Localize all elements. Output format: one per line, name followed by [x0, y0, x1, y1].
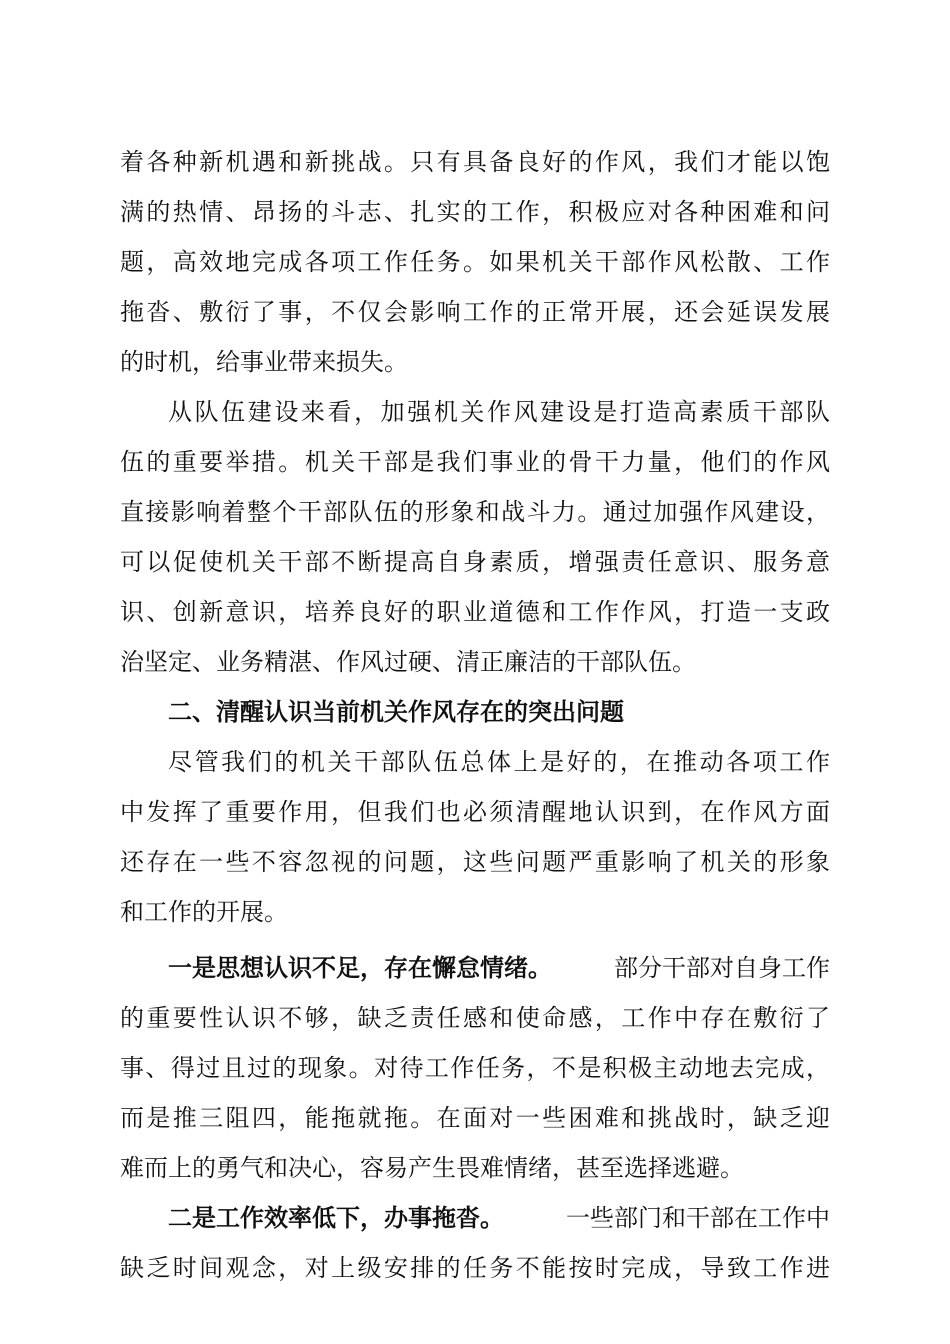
body-line: 还存在一些不容忽视的问题，这些问题严重影响了机关的形象: [120, 848, 830, 876]
body-line: 直接影响着整个干部队伍的形象和战斗力。通过加强作风建设，: [120, 498, 830, 526]
body-line: 尽管我们的机关干部队伍总体上是好的，在推动各项工作: [168, 748, 830, 776]
body-line: 缺乏时间观念，对上级安排的任务不能按时完成，导致工作进: [120, 1254, 830, 1282]
body-line: 难而上的勇气和决心，容易产生畏难情绪，甚至选择逃避。: [120, 1154, 744, 1182]
body-line: 可以促使机关干部不断提高自身素质，增强责任意识、服务意: [120, 548, 830, 576]
body-line: 治坚定、业务精湛、作风过硬、清正廉洁的干部队伍。: [120, 648, 696, 676]
body-line: 伍的重要举措。机关干部是我们事业的骨干力量，他们的作风: [120, 448, 830, 476]
point-1-text: 部分干部对自身工作: [614, 954, 830, 982]
point-1-lead: 一是思想认识不足，存在懈怠情绪。: [168, 953, 552, 982]
body-line: 拖沓、敷衍了事，不仅会影响工作的正常开展，还会延误发展: [120, 298, 830, 326]
point-2-lead: 二是工作效率低下，办事拖沓。: [168, 1203, 504, 1232]
point-1-first-line: [168, 948, 830, 988]
body-line: 满的热情、昂扬的斗志、扎实的工作，积极应对各种困难和问: [120, 198, 830, 226]
body-line: 着各种新机遇和新挑战。只有具备良好的作风，我们才能以饱: [120, 148, 830, 176]
body-line: 而是推三阻四，能拖就拖。在面对一些困难和挑战时，缺乏迎: [120, 1104, 830, 1132]
point-2-first-line: [168, 1198, 830, 1238]
body-line: 事、得过且过的现象。对待工作任务，不是积极主动地去完成，: [120, 1054, 830, 1082]
body-line: 题，高效地完成各项工作任务。如果机关干部作风松散、工作: [120, 248, 830, 276]
body-line: 中发挥了重要作用，但我们也必须清醒地认识到，在作风方面: [120, 798, 830, 826]
body-line: 的重要性认识不够，缺乏责任感和使命感，工作中存在敷衍了: [120, 1004, 830, 1032]
body-line: 从队伍建设来看，加强机关作风建设是打造高素质干部队: [168, 398, 830, 426]
point-2-text: 一些部门和干部在工作中: [566, 1204, 830, 1232]
body-line: 识、创新意识，培养良好的职业道德和工作作风，打造一支政: [120, 598, 830, 626]
body-line: 的时机，给事业带来损失。: [120, 348, 408, 376]
section-heading: 二、清醒认识当前机关作风存在的突出问题: [168, 698, 624, 726]
body-line: 和工作的开展。: [120, 898, 288, 926]
